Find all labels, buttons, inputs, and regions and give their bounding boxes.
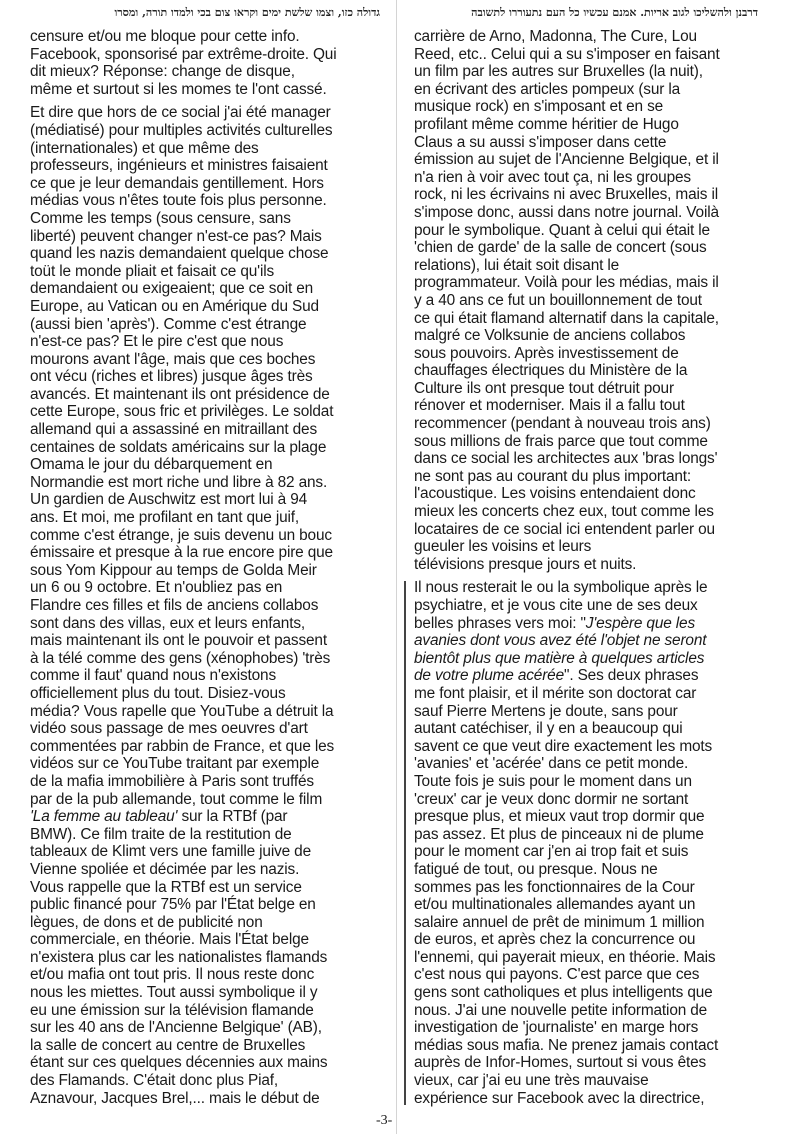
text-line: ce qui était flamand alternatif dans la capitale, <box>414 309 719 327</box>
text-line: émissaire et presque à la rue encore pire que <box>30 544 333 562</box>
text-line: 'chien de garde' de la salle de concert (sous <box>414 239 707 257</box>
text-line: médias sous mafia. Ne prenez jamais contact <box>414 1036 719 1054</box>
text-line: censure et/ou me bloque pour cette info. <box>30 28 300 45</box>
text-line: sous millions de frais parce que tout comme <box>414 432 708 450</box>
text-line: salaire annuel de prêt de minimum 1 million <box>414 913 705 931</box>
text-line: sauf Pierre Mertens je doute, sans pour <box>414 702 678 720</box>
text-line: médias vous n'êtes toute fois plus personne. <box>30 192 327 210</box>
text-line: tableaux de Klimt vers une famille juive de <box>30 843 311 861</box>
text-line: (internationales) et que même des <box>30 139 259 157</box>
text-line: commentées par rabbin de France, et que les <box>30 737 335 755</box>
text-line: musique rock) en s'imposant et en se <box>414 98 664 116</box>
text-line: nous. J'ai une nouvelle petite information de <box>414 1001 708 1019</box>
text-line: profilant même comme héritier de Hugo <box>414 115 679 133</box>
text-line: psychiatre, et je vous cite une de ses deux <box>414 597 698 614</box>
text-line: dit mieux? Réponse: change de disque, <box>30 63 295 81</box>
text-line: avancés. Et maintenant ils ont présidence de <box>30 385 330 403</box>
text-line: l'acoustique. Les voisins entendaient donc <box>414 485 696 503</box>
text-line: avanies dont vous avez été l'objet ne seront <box>414 632 707 650</box>
paragraph <box>30 28 378 98</box>
text-line: investigation de 'journaliste' en marge hors <box>414 1019 699 1037</box>
text-line: 'La femme au tableau' sur la RTBf (par <box>30 808 288 826</box>
text-line: Toute fois je suis pour le moment dans un <box>414 772 692 790</box>
text-line: Europe, au Vatican ou en Amérique du Sud <box>30 297 319 315</box>
text-line: c'est nous qui payons. C'est parce que ces <box>414 966 700 984</box>
text-line: Vienne spoliée et décimée par les nazis. <box>30 860 300 878</box>
text-line: n'a rien à voir avec tout ça, ni les groupes <box>414 168 691 186</box>
text-line: comme il faut' quand nous n'existons <box>30 667 277 685</box>
text-line: Comme les temps (sous censure, sans <box>30 209 291 227</box>
text-line: savent ce que veut dire exactement les mots <box>414 737 713 755</box>
text-line: y a 40 ans ce fut un bouillonnement de tout <box>414 291 702 309</box>
text-line: 'creux' car je veux donc dormir ne sortant <box>414 790 689 808</box>
text-line: expérience sur Facebook avec la directrice, <box>414 1089 705 1107</box>
text-line: malgré ce Volksunie de anciens collabos <box>414 327 686 345</box>
text-line: chauffages électriques du Ministère de la <box>414 362 688 380</box>
text-line: de votre plume acérée". Ses deux phrases <box>414 667 699 685</box>
text-line: Normandie est mort riche und libre à 82 ans. <box>30 473 328 491</box>
text-line: Omama le jour du débarquement en <box>30 456 273 474</box>
text-line: en écrivant des articles pompeux (sur la <box>414 80 681 98</box>
text-line: belles phrases vers moi: "J'espère que les <box>414 614 695 632</box>
text-line: Il nous resterait le ou la symbolique après le <box>414 579 708 597</box>
text-line: dans ce social les architectes aux 'bras longs' <box>414 450 718 468</box>
text-line: locataires de ce social ici entendent parler ou <box>414 520 715 538</box>
text-line: programmateur. Voilà pour les médias, mais il <box>414 274 719 292</box>
left-column <box>30 28 378 1107</box>
text-line: n'est-ce pas? Et le pire c'est que nous <box>30 333 284 351</box>
text-line: officiellement plus du tout. Disiez-vous <box>30 684 286 702</box>
text-line: auprès de Infor-Homes, surtout si vous êtes <box>414 1054 707 1072</box>
text-line: pas assez. Et plus de pinceaux ni de plume <box>414 825 704 843</box>
text-line: télévisions presque jours et nuits. <box>414 555 637 573</box>
text-line: étant sur ces quelques décennies aux mains <box>30 1054 328 1072</box>
text-line: recommencer (pendant à nouveau trois ans) <box>414 415 711 433</box>
text-line: relations), lui était soit disant le <box>414 256 620 274</box>
text-line: émission au sujet de l'Ancienne Belgique, et il <box>414 151 719 169</box>
text-line: liberté) peuvent changer n'est-ce pas? Mais <box>30 227 322 245</box>
text-line: (médiatisé) pour multiples activités culturelles <box>30 121 333 139</box>
text-line: quand les nazis demandaient quelque chose <box>30 245 329 263</box>
text-line: Aznavour, Jacques Brel,... mais le début de <box>30 1089 320 1107</box>
text-line: des Flamands. C'était donc plus Piaf, <box>30 1072 279 1090</box>
text-line: eu une émission sur la télévision flamande <box>30 1001 314 1019</box>
hebrew-header-left: גדולה כזו, וצמו שלשת ימים וקראו צום בכי ולמדו תורה, ומסרו <box>114 6 380 19</box>
text-line: s'impose donc, aussi dans notre journal. Voilà <box>414 203 719 221</box>
text-line: ans. Et moi, me profilant en tant que juif, <box>30 509 300 527</box>
text-line: professeurs, ingénieurs et ministres faisaient <box>30 157 328 175</box>
text-line: BMW). Ce film traite de la restitution de <box>30 825 292 843</box>
text-line: mais maintenant ils ont le pouvoir et passent <box>30 632 327 650</box>
column-divider <box>396 0 397 1134</box>
text-line: vieux, car j'ai eu une très mauvaise <box>414 1072 649 1090</box>
text-line: nous les miettes. Tout aussi symbolique il y <box>30 984 318 1002</box>
text-line: vidéos sur ce YouTube traitant par exemple <box>30 755 320 773</box>
text-line: de euros, et après chez la concurrence ou <box>414 931 696 949</box>
text-line: gueuler les voisins et leurs <box>414 538 592 556</box>
text-line: pour le moment car j'en ai trop fait et suis <box>414 843 689 861</box>
text-line: Facebook, sponsorisé par extrême-droite. Qui <box>30 45 337 63</box>
text-line: et/ou multinationales allemandes ayant un <box>414 896 696 914</box>
text-line: Un gardien de Auschwitz est mort lui à 94 <box>30 491 308 509</box>
text-line: mieux les concerts chez eux, tout comme les <box>414 503 714 521</box>
text-line: média? Vous rapelle que YouTube a détruit la <box>30 702 334 720</box>
text-line: Flandre ces filles et fils de anciens collabos <box>30 597 319 614</box>
text-line: demandaient ou exigeaient; que ce soit en <box>30 280 314 298</box>
text-line: pour le symbolique. Quant à celui qui était le <box>414 221 710 239</box>
paragraph <box>414 28 766 573</box>
text-line: gens sont catholiques et plus intelligents que <box>414 984 713 1002</box>
text-line: commerciale, en théorie. Mais l'État belge <box>30 931 309 949</box>
text-line: presque plus, et mieux vaut trop dormir que <box>414 808 705 826</box>
text-line: Et dire que hors de ce social j'ai été manager <box>30 104 331 122</box>
text-line: bientôt plus que matière à quelques articles <box>414 649 705 667</box>
text-line: toüt le monde pliait et faisait ce qu'ils <box>30 262 275 280</box>
text-line: lègues, de dons et de publicité non <box>30 913 263 931</box>
paragraph <box>30 104 378 1107</box>
text-line: à la télé comme des gens (xénophobes) 'très <box>30 649 331 667</box>
hebrew-header-right: דרבנן ולהשליכו לגוב אריות. אמנם עכשיו כל העם נתעוררו לתשובה <box>471 6 758 19</box>
text-line: (aussi bien 'après'). Comme c'est étrange <box>30 315 307 333</box>
text-line: sous pouvoirs. Après investissement de <box>414 344 679 362</box>
text-line: comme c'est étrange, je suis devenu un bouc <box>30 526 332 544</box>
text-line: n'existera plus car les nationalistes flamands <box>30 948 328 966</box>
text-line: de la mafia immobilière à Paris sont truffés <box>30 772 314 790</box>
text-line: ce que je leur demandais gentillement. Hors <box>30 174 324 192</box>
text-line: sont dans des villas, eux et leurs enfants, <box>30 614 306 632</box>
text-line: fatigué de tout, ou presque. Nous ne <box>414 860 658 878</box>
text-line: cette Europe, sous fric et privilèges. Le soldat <box>30 403 334 421</box>
text-line: par de la pub allemande, tout comme le film <box>30 790 323 808</box>
text-line: Claus a su aussi s'imposer dans cette <box>414 133 667 151</box>
text-line: Vous rappelle que la RTBf est un service <box>30 878 302 896</box>
text-line: un film par les autres sur Bruxelles (la nuit), <box>414 63 703 81</box>
text-line: Culture ils ont presque tout détruit pour <box>414 379 674 397</box>
text-line: l'ennemi, qui payerait mieux, en théorie. Mais <box>414 948 716 966</box>
text-line: autant catéchiser, il y en a beaucoup qui <box>414 720 683 738</box>
text-line: rock, ni les écrivains ni avec Bruxelles, mais il <box>414 186 718 204</box>
text-line: la salle de concert au centre de Bruxelles <box>30 1036 306 1054</box>
text-line: vidéo sous passage de mes oeuvres d'art <box>30 720 308 738</box>
page-number: -3- <box>376 1113 393 1128</box>
paragraph <box>414 579 766 1107</box>
hebrew-header <box>30 6 758 24</box>
text-line: même et surtout si les momes te l'ont cassé. <box>30 80 327 98</box>
text-line: public financé pour 75% par l'État belge en <box>30 896 316 914</box>
text-line: un 6 ou 9 octobre. Et n'oubliez pas en <box>30 579 283 597</box>
text-line: carrière de Arno, Madonna, The Cure, Lou <box>414 28 697 45</box>
text-line: rénover et moderniser. Mais il a fallu tout <box>414 397 685 415</box>
text-line: Reed, etc.. Celui qui a su s'imposer en faisant <box>414 45 720 63</box>
text-line: ne sont pas au courant du plus important: <box>414 467 692 485</box>
text-line: ont vécu (riches et libres) jusque âges très <box>30 368 313 386</box>
text-line: allemand qui a assassiné en mitraillant des <box>30 421 317 439</box>
text-line: sous Yom Kippour au temps de Golda Meir <box>30 561 317 579</box>
right-column <box>414 28 766 1107</box>
text-line: 'avanies' et 'acérée' dans ce petit monde. <box>414 755 689 773</box>
text-line: centaines de soldats américains sur la plage <box>30 438 327 456</box>
text-line: et/ou mafia ont tout pris. Il nous reste donc <box>30 966 315 984</box>
text-line: me font plaisir, et il mérite son doctorat car <box>414 684 697 702</box>
text-line: sommes pas les fonctionnaires de la Cour <box>414 878 695 896</box>
text-line: sur les 40 ans de l'Ancienne Belgique' (AB), <box>30 1019 322 1037</box>
text-line: mourons avant l'âge, mais que ces boches <box>30 350 316 368</box>
